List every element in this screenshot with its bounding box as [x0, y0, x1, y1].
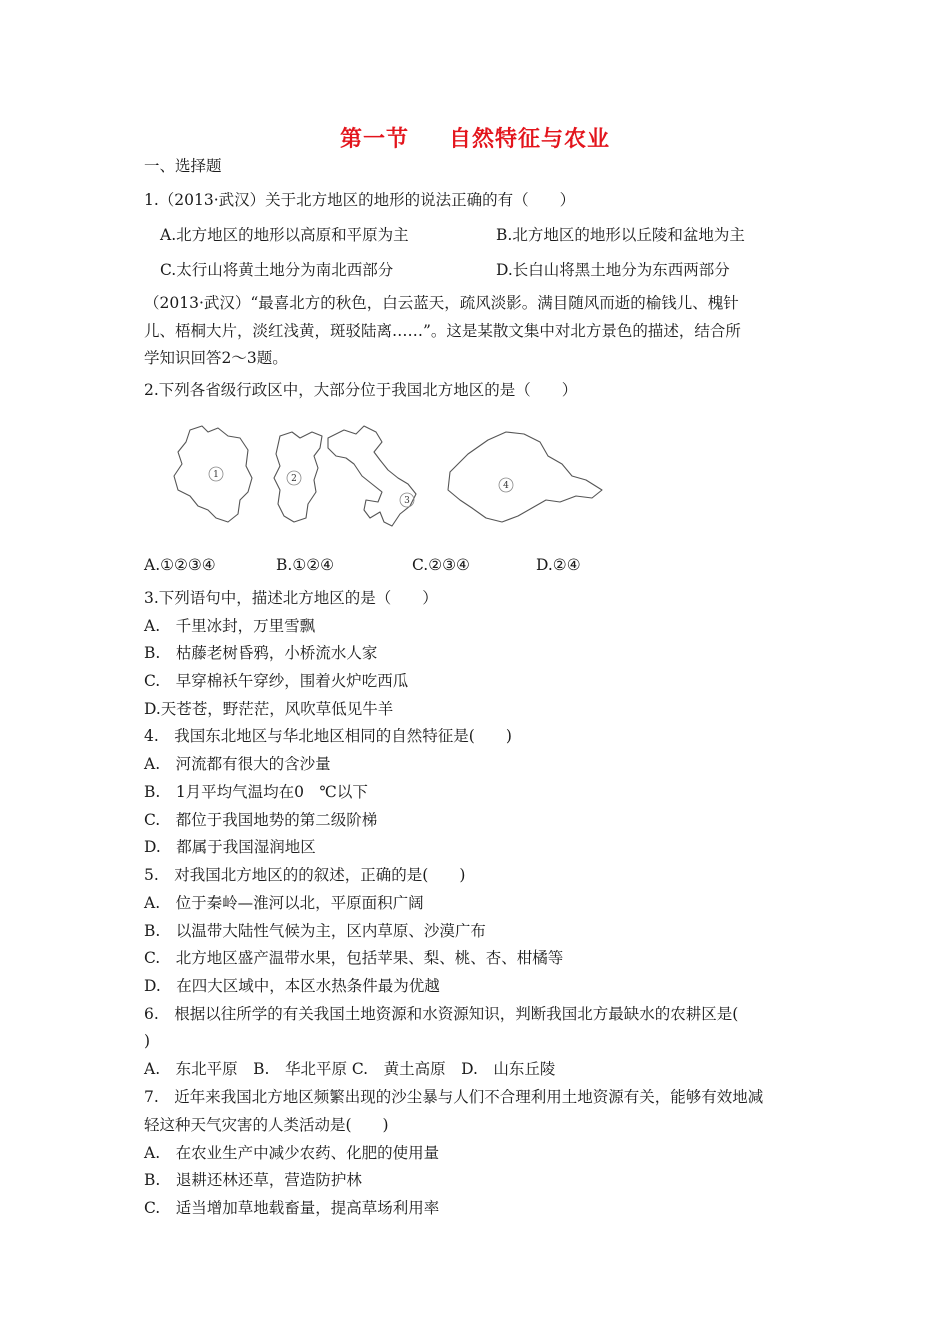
- q6-options: A. 东北平原 B. 华北平原 C. 黄土高原 D. 山东丘陵: [144, 1060, 556, 1078]
- province-2-outline: [274, 432, 322, 522]
- q3-stem: 3.下列语句中，描述北方地区的是（ ）: [144, 589, 438, 607]
- q3-option-d: D.天苍苍，野茫茫，风吹草低见牛羊: [144, 700, 394, 718]
- province-2-label: 2: [291, 474, 297, 484]
- section-heading: 一、选择题: [144, 157, 222, 175]
- q1-option-d: D.长白山将黑土地分为东西两部分: [496, 261, 730, 279]
- province-1-label: 1: [213, 470, 219, 480]
- q2-option-d: D.②④: [536, 556, 581, 574]
- province-4-outline: [448, 432, 602, 522]
- q5-option-a: A. 位于秦岭—淮河以北，平原面积广阔: [144, 894, 424, 912]
- province-3-outline: [328, 426, 416, 526]
- q6-stem-line-1: 6. 根据以往所学的有关我国土地资源和水资源知识，判断我国北方最缺水的农耕区是(: [144, 1005, 739, 1023]
- q3-option-a: A. 千里冰封，万里雪飘: [144, 617, 316, 635]
- passage-line-3: 学知识回答2～3题。: [144, 349, 288, 367]
- q5-stem: 5. 对我国北方地区的的叙述，正确的是( ): [144, 866, 466, 884]
- province-4-label: 4: [503, 481, 509, 491]
- q7-stem-line-2: 轻这种天气灾害的人类活动是( ): [144, 1116, 389, 1134]
- q5-option-b: B. 以温带大陆性气候为主，区内草原、沙漠广布: [144, 922, 486, 940]
- q1-option-a: A.北方地区的地形以高原和平原为主: [160, 226, 409, 244]
- title-section-number: 第一节: [339, 126, 409, 152]
- q3-option-c: C. 早穿棉袄午穿纱，围着火炉吃西瓜: [144, 672, 409, 690]
- passage-line-2: 儿、梧桐大片，淡红浅黄，斑驳陆离……”。这是某散文集中对北方景色的描述，结合所: [144, 322, 741, 340]
- q6-stem-line-2: ): [144, 1032, 151, 1050]
- q4-stem: 4. 我国东北地区与华北地区相同的自然特征是( ): [144, 727, 512, 745]
- q2-option-a: A.①②③④: [144, 556, 216, 574]
- title-section-name: 自然特征与农业: [449, 126, 611, 152]
- q1-option-b: B.北方地区的地形以丘陵和盆地为主: [496, 226, 745, 244]
- province-3-label: 3: [404, 496, 410, 506]
- q7-option-a: A. 在农业生产中减少农药、化肥的使用量: [144, 1144, 440, 1162]
- passage-line-1: （2013·武汉）“最喜北方的秋色，白云蓝天，疏风淡影。满目随风而逝的榆钱儿、槐针: [144, 294, 739, 312]
- q4-option-b: B. 1月平均气温均在0 ℃以下: [144, 783, 368, 801]
- q1-option-c: C.太行山将黄土地分为南北西部分: [160, 261, 394, 279]
- q7-option-b: B. 退耕还林还草，营造防护林: [144, 1171, 362, 1189]
- q1-stem: 1.（2013·武汉）关于北方地区的地形的说法正确的有（ ）: [144, 191, 576, 209]
- q3-option-b: B. 枯藤老树昏鸦，小桥流水人家: [144, 644, 378, 662]
- q5-option-d: D. 在四大区域中，本区水热条件最为优越: [144, 977, 440, 995]
- q2-stem: 2.下列各省级行政区中，大部分位于我国北方地区的是（ ）: [144, 381, 578, 399]
- q4-option-a: A. 河流都有很大的含沙量: [144, 755, 331, 773]
- q4-option-c: C. 都位于我国地势的第二级阶梯: [144, 811, 378, 829]
- q4-option-d: D. 都属于我国湿润地区: [144, 838, 316, 856]
- province-outline-maps: [168, 418, 608, 533]
- q7-option-c: C. 适当增加草地载畜量，提高草场利用率: [144, 1199, 440, 1217]
- q2-option-c: C.②③④: [412, 556, 470, 574]
- q2-option-b: B.①②④: [276, 556, 335, 574]
- q7-stem-line-1: 7. 近年来我国北方地区频繁出现的沙尘暴与人们不合理利用土地资源有关，能够有效地减: [144, 1088, 764, 1106]
- page-title: [0, 122, 950, 153]
- q5-option-c: C. 北方地区盛产温带水果，包括苹果、梨、桃、杏、柑橘等: [144, 949, 564, 967]
